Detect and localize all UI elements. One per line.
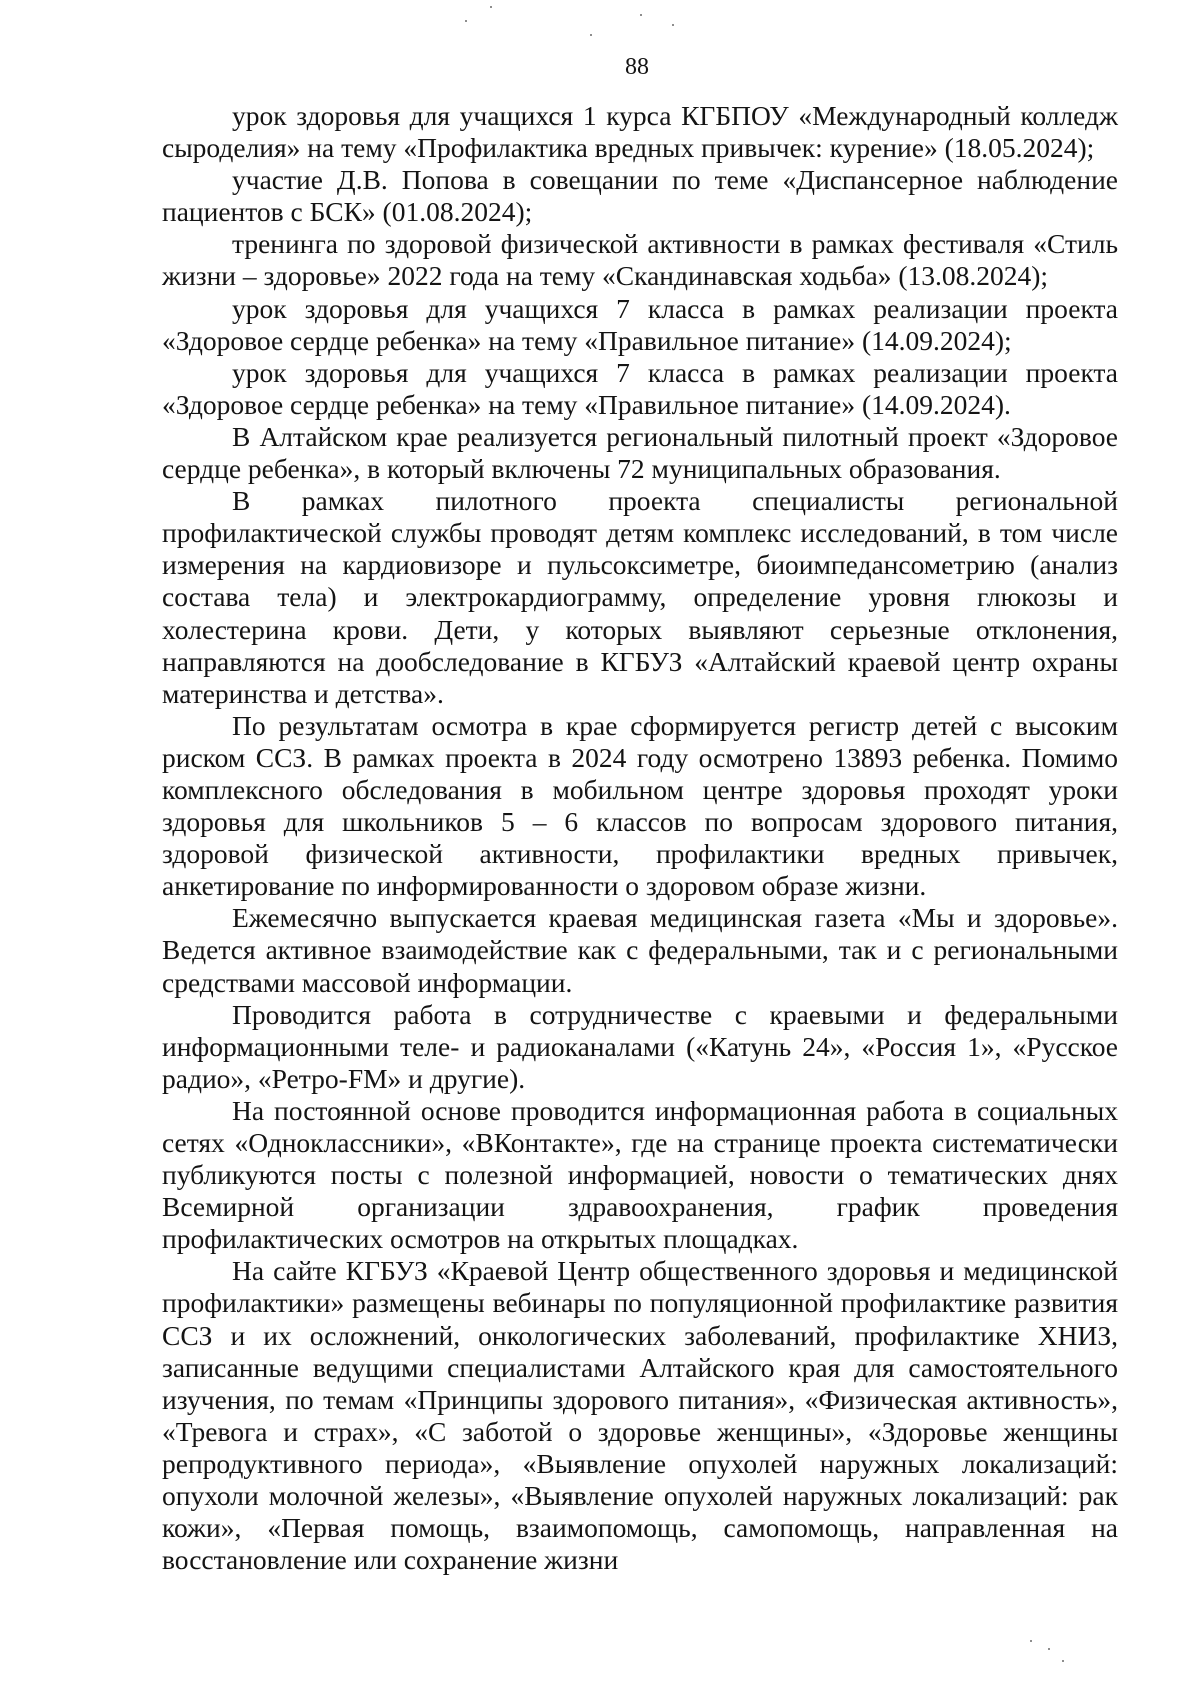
paragraph: На сайте КГБУЗ «Краевой Центр общественного здоровья и медицинской профилактики» размещены вебинары по популяционной профилактике развития ССЗ и их осложнений, онкологических заболеваний, профилактике ХНИЗ, записанные ведущими специалистами Алтайского края для самостоятельного изучения, по темам «Принципы здорового питания», «Физическая активность», «Тревога и страх», «С заботой о здоровье женщины», «Здоровье женщины репродуктивного периода», «Выявление опухолей наружных локализаций: опухоли молочной железы», «Выявление опухолей наружных локализаций: рак кожи», «Первая помощь, взаимопомощь, самопомощь, направленная на восстановление или сохранение жизни (162, 1255, 1118, 1576)
paragraph: Ежемесячно выпускается краевая медицинская газета «Мы и здоровье». Ведется активное взаимодействие как с федеральными, так и с региональными средствами массовой информации. (162, 902, 1118, 998)
paragraph: тренинга по здоровой физической активности в рамках фестиваля «Стиль жизни – здоровье» 2022 года на тему «Скандинавская ходьба» (13.08.2024); (162, 228, 1118, 292)
paragraph: участие Д.В. Попова в совещании по теме «Диспансерное наблюдение пациентов с БСК» (01.08.2024); (162, 164, 1118, 228)
paragraph: На постоянной основе проводится информационная работа в социальных сетях «Одноклассники», «ВКонтакте», где на странице проекта систематически публикуются посты с полезной информацией, новости о тематических днях Всемирной организации здравоохранения, график проведения профилактических осмотров на открытых площадках. (162, 1094, 1118, 1255)
paragraph: В рамках пилотного проекта специалисты региональной профилактической службы проводят детям комплекс исследований, в том числе измерения на кардиовизоре и пульсоксиметре, биоимпедансометрию (анализ состава тела) и электрокардиограмму, определение уровня глюкозы и холестерина крови. Дети, у которых выявляют серьезные отклонения, направляются на дообследование в КГБУЗ «Алтайский краевой центр охраны материнства и детства». (162, 485, 1118, 709)
page-number: 88 (625, 54, 649, 80)
paragraph: урок здоровья для учащихся 7 класса в рамках реализации проекта «Здоровое сердце ребенка» на тему «Правильное питание» (14.09.2024); (162, 292, 1118, 356)
scan-speck (465, 20, 467, 22)
scan-speck (1030, 1640, 1032, 1642)
paragraph: урок здоровья для учащихся 7 класса в рамках реализации проекта «Здоровое сердце ребенка» на тему «Правильное питание» (14.09.2024). (162, 356, 1118, 420)
paragraph: По результатам осмотра в крае сформируется регистр детей с высоким риском ССЗ. В рамках проекта в 2024 году осмотрено 13893 ребенка. Помимо комплексного обследования в мобильном центре здоровья проходят уроки здоровья для школьников 5 – 6 классов по вопросам здорового питания, здоровой физической активности, профилактики вредных привычек, анкетирование по информированности о здоровом образе жизни. (162, 709, 1118, 902)
scan-speck (672, 24, 674, 26)
scan-speck (490, 6, 492, 8)
scan-speck (1048, 1648, 1050, 1650)
scan-speck (590, 34, 592, 36)
scan-speck (1062, 1660, 1064, 1662)
paragraph: В Алтайском крае реализуется региональный пилотный проект «Здоровое сердце ребенка», в который включены 72 муниципальных образования. (162, 420, 1118, 485)
paragraph: урок здоровья для учащихся 1 курса КГБПОУ «Международный колледж сыроделия» на тему «Профилактика вредных привычек: курение» (18.05.2024); (162, 100, 1118, 164)
scan-speck (640, 14, 642, 16)
document-body (162, 100, 1118, 1576)
paragraph: Проводится работа в сотрудничестве с краевыми и федеральными информационными теле- и радиоканалами («Катунь 24», «Россия 1», «Русское радио», «Ретро-FM» и другие). (162, 998, 1118, 1094)
